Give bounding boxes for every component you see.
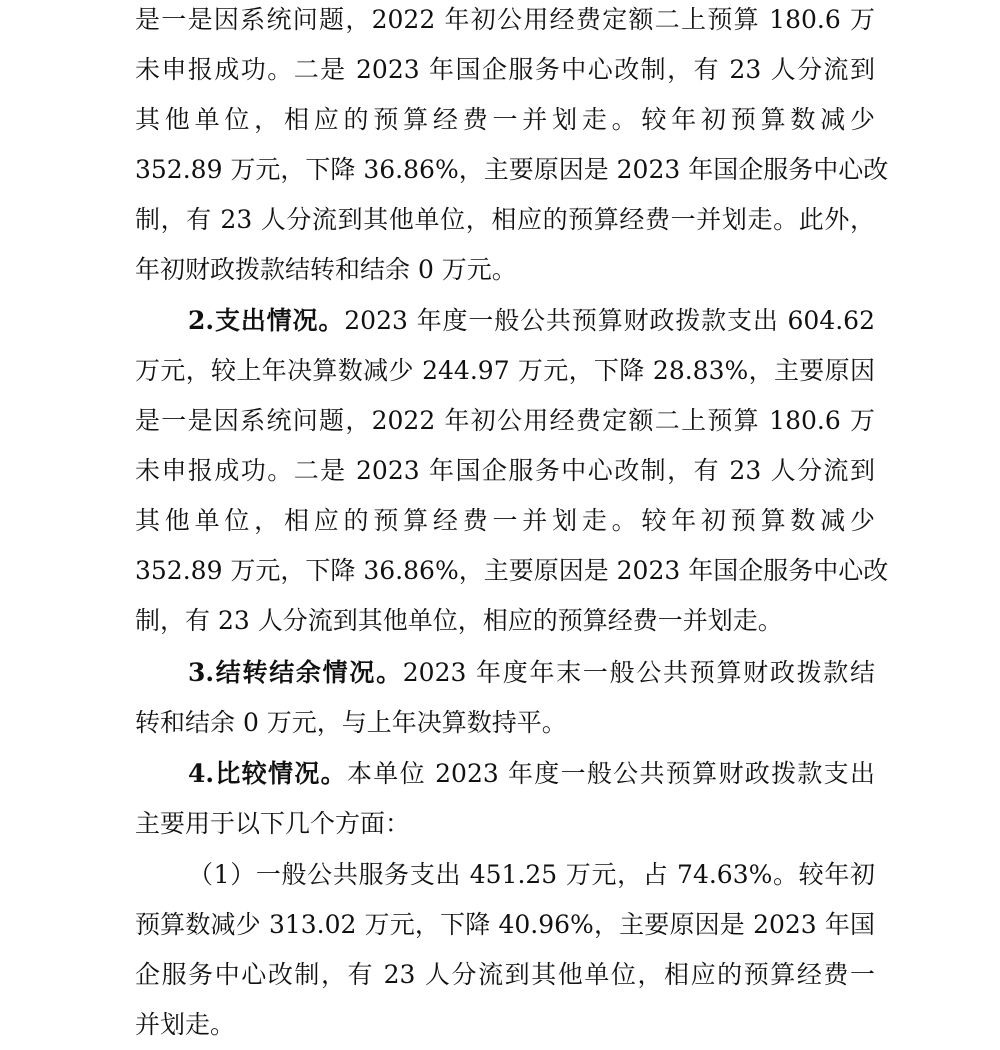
paragraph-line: 未申报成功。二是 2023 年国企服务中心改制，有 23 人分流到 [135,456,875,485]
paragraph-line: 企服务中心改制，有 23 人分流到其他单位，相应的预算经费一 [135,960,875,989]
paragraph-text: 本单位 2023 年度一般公共预算财政拨款支出 [346,759,875,788]
paragraph-line: 制，有 23 人分流到其他单位，相应的预算经费一并划走。 [135,606,783,635]
paragraph-line: 352.89 万元，下降 36.86%，主要原因是 2023 年国企服务中心改 [135,155,889,184]
paragraph-line: 年初财政拨款结转和结余 0 万元。 [135,255,517,284]
paragraph-line [188,296,875,346]
paragraph-line: 预算数减少 313.02 万元，下降 40.96%，主要原因是 2023 年国 [135,910,875,939]
paragraph-line: 其他单位，相应的预算经费一并划走。较年初预算数减少 [135,105,875,134]
paragraph-line: 352.89 万元，下降 36.86%，主要原因是 2023 年国企服务中心改 [135,556,889,585]
paragraph-line: 是一是因系统问题，2022 年初公用经费定额二上预算 180.6 万 [135,5,875,34]
paragraph-line: 未申报成功。二是 2023 年国企服务中心改制，有 23 人分流到 [135,55,875,84]
paragraph-text: 2023 年度一般公共预算财政拨款支出 604.62 [344,306,875,335]
paragraph-line [188,648,875,698]
section-heading: 4.比较情况。 [188,759,347,788]
paragraph-line [188,749,875,799]
paragraph-line: 制，有 23 人分流到其他单位，相应的预算经费一并划走。此外， [135,205,875,234]
section-heading: 3.结转结余情况。 [188,658,403,687]
paragraph-line: 转和结余 0 万元，与上年决算数持平。 [135,708,567,737]
paragraph-line: 万元，较上年决算数减少 244.97 万元，下降 28.83%，主要原因 [135,356,875,385]
paragraph-line: 主要用于以下几个方面： [135,809,411,838]
section-heading: 2.支出情况。 [188,306,345,335]
paragraph-line: 是一是因系统问题，2022 年初公用经费定额二上预算 180.6 万 [135,406,875,435]
paragraph-line: 并划走。 [135,1010,236,1039]
paragraph-line: 其他单位，相应的预算经费一并划走。较年初预算数减少 [135,506,875,535]
paragraph-text: 2023 年度年末一般公共预算财政拨款结 [402,658,875,687]
paragraph-line: （1）一般公共服务支出 451.25 万元，占 74.63%。较年初 [188,860,875,889]
